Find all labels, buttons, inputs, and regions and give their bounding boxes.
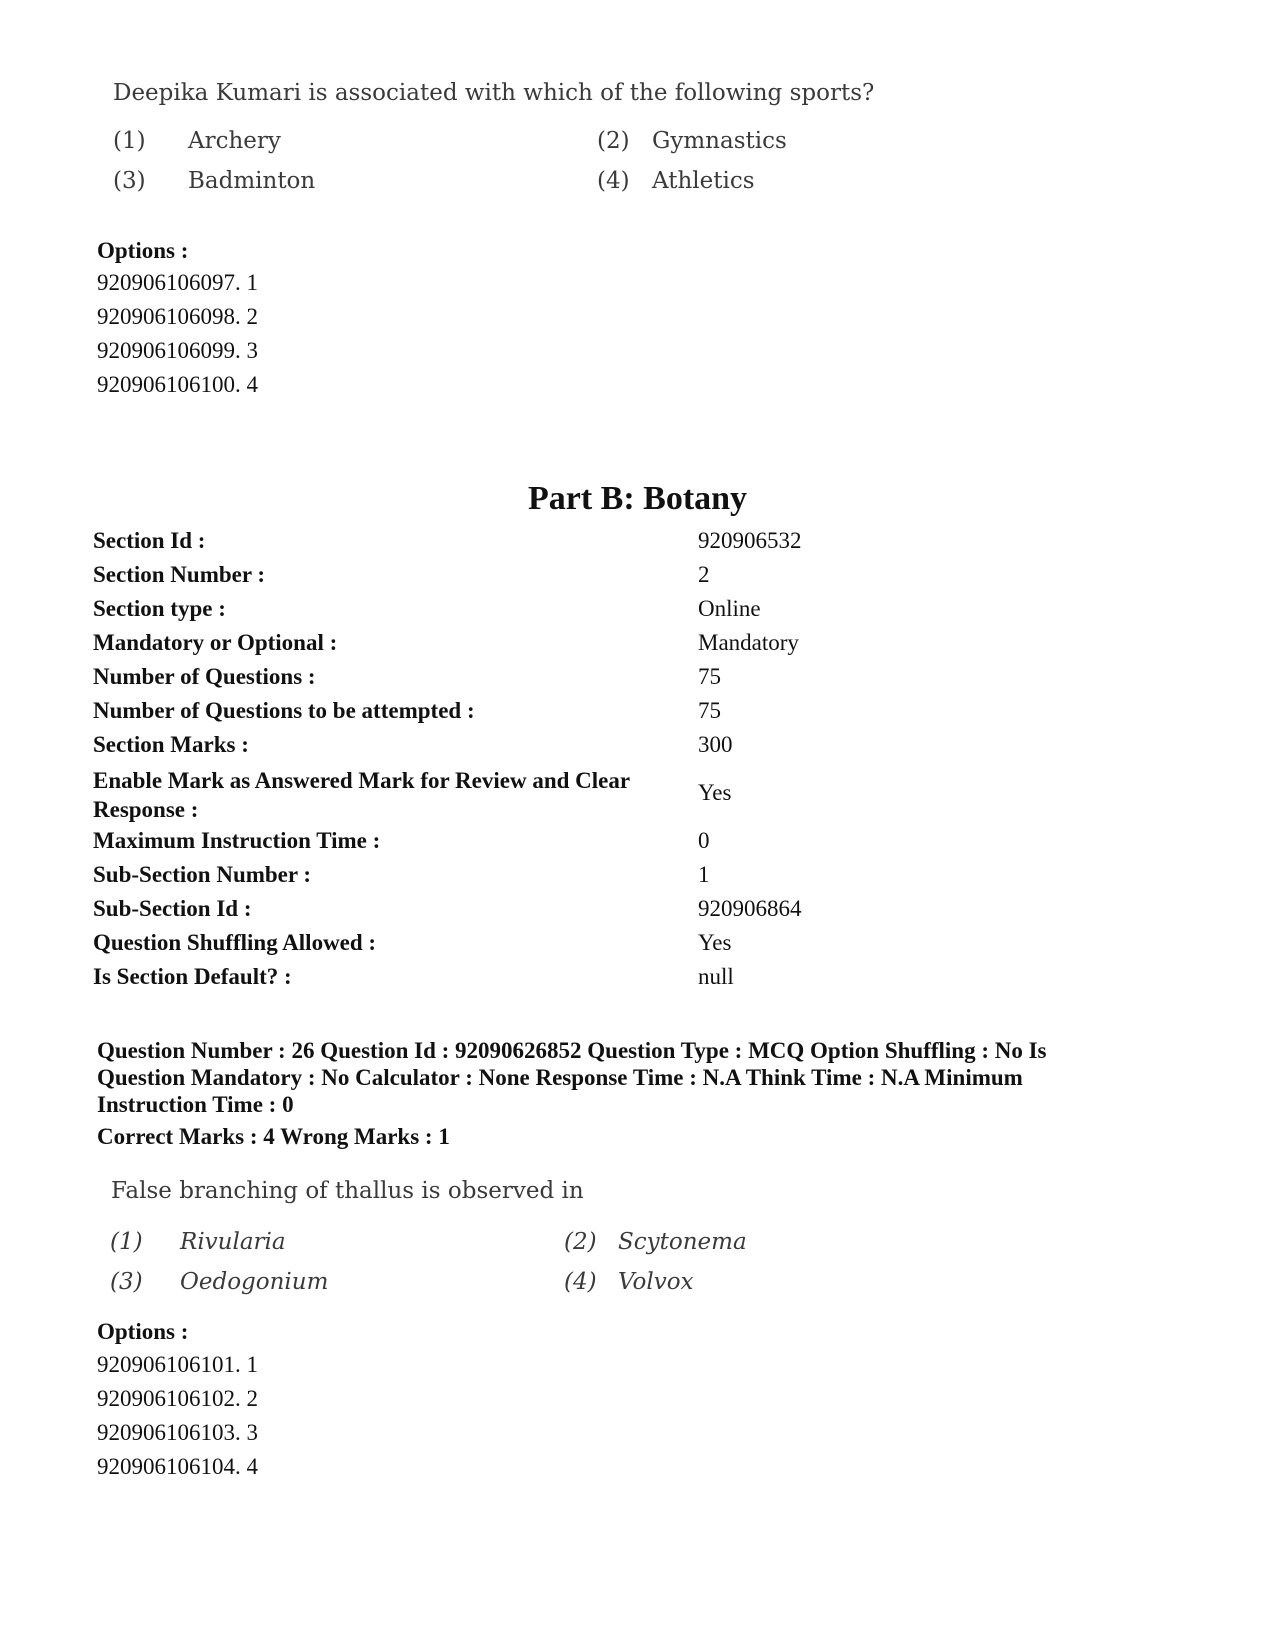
sub-section-number-value: 1 xyxy=(698,862,710,887)
sub-section-id-label: Sub-Section Id : xyxy=(93,896,252,921)
questions-attempted-label: Number of Questions to be attempted : xyxy=(93,698,475,723)
enable-mark-label: Enable Mark as Answered Mark for Review and Clear Response : xyxy=(93,768,630,822)
q26-choice-3-num: (3) xyxy=(110,1269,143,1295)
q25-choice-2-label: Gymnastics xyxy=(652,128,787,154)
max-instruction-time-value: 0 xyxy=(698,828,710,853)
max-instruction-time-label: Maximum Instruction Time : xyxy=(93,828,381,853)
section-number-value: 2 xyxy=(698,562,710,587)
q26-choice-4-label: Volvox xyxy=(618,1269,694,1295)
section-number-label: Section Number : xyxy=(93,562,266,587)
enable-mark-value: Yes xyxy=(698,780,732,805)
q25-choice-1-num: (1) xyxy=(113,128,146,154)
q26-option-1: 920906106101. 1 xyxy=(97,1352,258,1377)
question-shuffling-value: Yes xyxy=(698,930,732,955)
question-shuffling-label: Question Shuffling Allowed : xyxy=(93,930,377,955)
q26-choice-1-label: Rivularia xyxy=(180,1229,286,1255)
q25-choice-4-num: (4) xyxy=(597,168,630,194)
q25-choice-1-label: Archery xyxy=(188,128,281,154)
mandatory-optional-label: Mandatory or Optional : xyxy=(93,630,338,655)
q25-option-3: 920906106099. 3 xyxy=(97,338,258,363)
q26-meta xyxy=(97,1037,1157,1118)
q26-option-3: 920906106103. 3 xyxy=(97,1420,258,1445)
q26-marks: Correct Marks : 4 Wrong Marks : 1 xyxy=(97,1124,450,1149)
number-of-questions-label: Number of Questions : xyxy=(93,664,316,689)
q26-choice-2-label: Scytonema xyxy=(618,1229,747,1255)
sub-section-id-value: 920906864 xyxy=(698,896,802,921)
section-marks-label: Section Marks : xyxy=(93,732,249,757)
q26-option-4: 920906106104. 4 xyxy=(97,1454,258,1479)
q25-options-heading: Options : xyxy=(97,238,189,263)
questions-attempted-value: 75 xyxy=(698,698,721,723)
q26-choice-1-num: (1) xyxy=(110,1229,143,1255)
q26-meta-line-1: Question Number : 26 Question Id : 92090626852 Question Type : MCQ Option Shuffling : No Is xyxy=(97,1038,1047,1063)
mandatory-optional-value: Mandatory xyxy=(698,630,799,655)
section-default-label: Is Section Default? : xyxy=(93,964,292,989)
q25-question-text: Deepika Kumari is associated with which of the following sports? xyxy=(113,80,875,106)
q26-meta-line-3: Instruction Time : 0 xyxy=(97,1092,294,1117)
q25-option-2: 920906106098. 2 xyxy=(97,304,258,329)
q26-choice-4-num: (4) xyxy=(564,1269,597,1295)
section-id-label: Section Id : xyxy=(93,528,206,553)
section-type-value: Online xyxy=(698,596,761,621)
q25-option-4: 920906106100. 4 xyxy=(97,372,258,397)
number-of-questions-value: 75 xyxy=(698,664,721,689)
section-type-label: Section type : xyxy=(93,596,226,621)
q25-choice-3-label: Badminton xyxy=(188,168,316,194)
q26-meta-line-2: Question Mandatory : No Calculator : None Response Time : N.A Think Time : N.A Minimum xyxy=(97,1065,1023,1090)
section-default-value: null xyxy=(698,964,734,989)
q26-options-heading: Options : xyxy=(97,1319,189,1344)
q26-choice-2-num: (2) xyxy=(564,1229,597,1255)
q25-choice-4-label: Athletics xyxy=(652,168,755,194)
sub-section-number-label: Sub-Section Number : xyxy=(93,862,312,887)
section-marks-value: 300 xyxy=(698,732,733,757)
section-id-value: 920906532 xyxy=(698,528,802,553)
q26-question-text: False branching of thallus is observed in xyxy=(111,1178,584,1204)
q26-choice-3-label: Oedogonium xyxy=(180,1269,329,1295)
q25-choice-2-num: (2) xyxy=(597,128,630,154)
q25-option-1: 920906106097. 1 xyxy=(97,270,258,295)
q25-choice-3-num: (3) xyxy=(113,168,146,194)
section-title: Part B: Botany xyxy=(527,480,748,517)
q26-option-2: 920906106102. 2 xyxy=(97,1386,258,1411)
